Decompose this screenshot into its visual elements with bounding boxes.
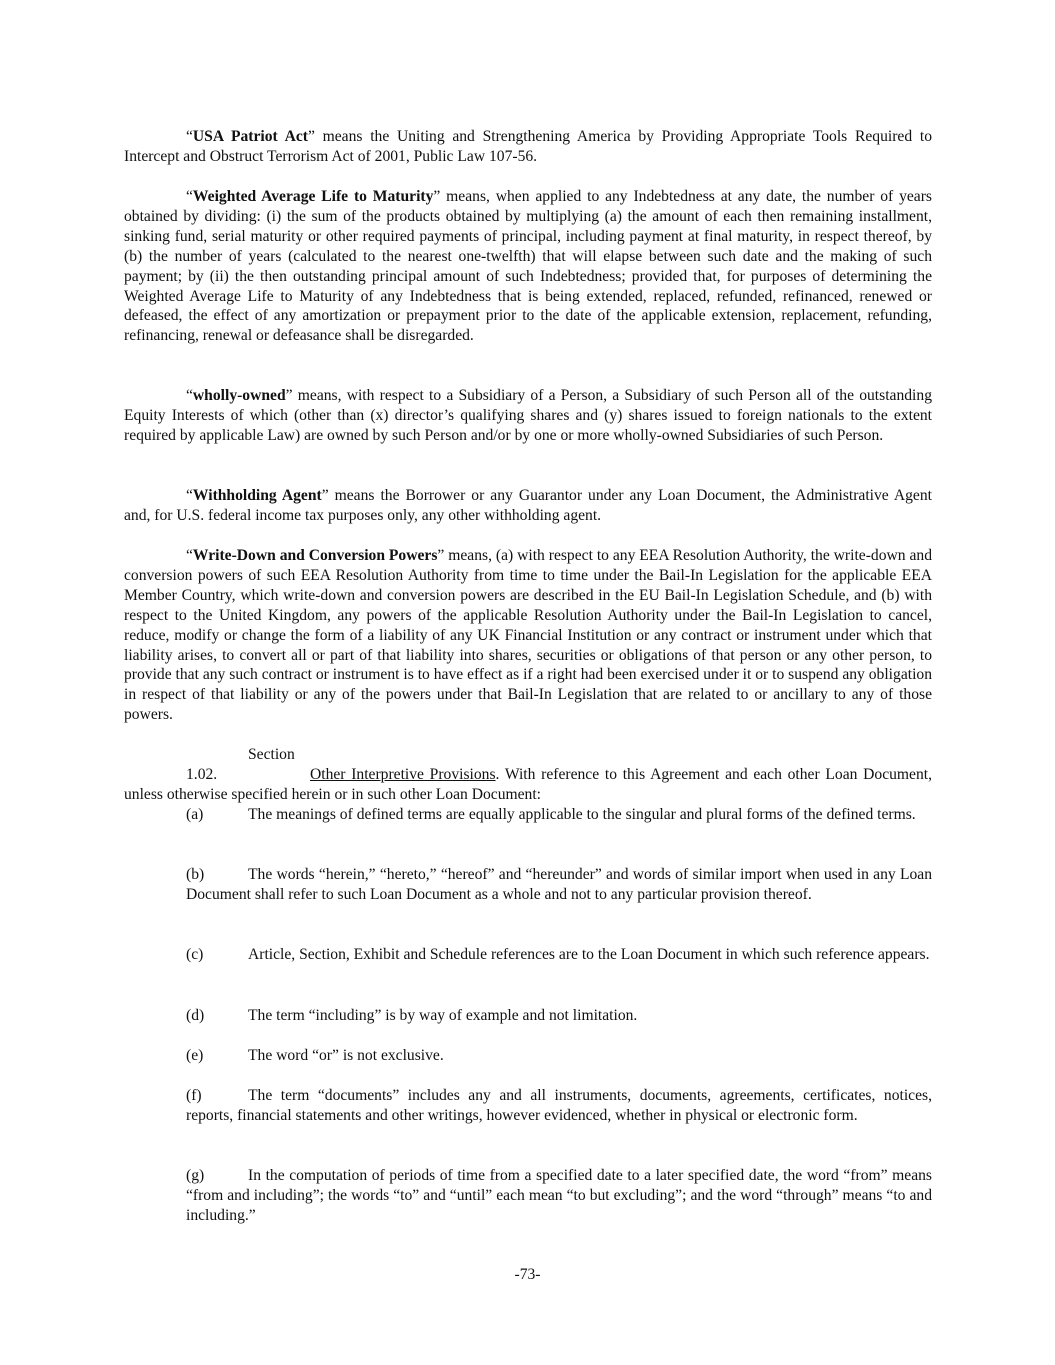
open-quote: “ [186, 547, 193, 564]
clause-d [186, 1006, 932, 1026]
clause-label: (c) [186, 946, 204, 963]
defined-term: wholly-owned [192, 387, 286, 404]
definition-text: ” means, (a) with respect to any EEA Resolution Authority, the write-down and conversion powers of such EEA Resolution Authority from time to time under the Bail-In Legislation for the applicable EEA Member Country, which write-down and conversion powers are described in the EU Bail-In Legislation Schedule, and (b) with respect to the United Kingdom, any powers of the applicable Resolution Authority under the Bail-In Legislation to cancel, reduce, modify or change the form of a liability of any UK Financial Institution or any contract or instrument under which that liability arises, to convert all or part of that liability into shares, securities or obligations of that person or any other person, to provide that any such contract or instrument is to have effect as if a right had been exercised under it or to suspend any obligation in respect of that liability or any of the powers under that Bail-In Legislation that are related to or ancillary to any of those powers. [124, 547, 932, 724]
clause-text: The word “or” is not exclusive. [248, 1047, 444, 1064]
open-quote: “ [186, 387, 193, 404]
clause-label: (a) [186, 806, 204, 823]
clause-label: (f) [186, 1087, 202, 1104]
clause-text: The term “documents” includes any and all instruments, documents, agreements, certificates, notices, reports, financial statements and other writings, however evidenced, whether in physical or electronic form. [186, 1087, 932, 1124]
clause-f [186, 1086, 932, 1126]
definition-withholding-agent [124, 486, 932, 526]
open-quote: “ [186, 487, 193, 504]
clause-label: (b) [186, 866, 205, 883]
definition-write-down-conversion-powers [124, 546, 932, 725]
page-number: -73- [514, 1266, 541, 1283]
clause-b [186, 865, 932, 905]
definition-weighted-average-life [124, 187, 932, 346]
definition-usa-patriot-act [124, 127, 932, 167]
defined-term: Withholding Agent [192, 487, 322, 504]
clause-label: (e) [186, 1047, 204, 1064]
open-quote: “ [186, 128, 193, 145]
clause-a [186, 805, 932, 825]
definition-text: ” means, with respect to a Subsidiary of a Person, a Subsidiary of such Person all of the outstanding Equity Interests of which (other than (x) director’s qualifying shares and (y) shares issued to foreign nationals to the extent required by applicable Law) are owned by such Person and/or by one or more wholly-owned Subsidiaries of such Person. [124, 387, 932, 444]
defined-term: Write-Down and Conversion Powers [192, 547, 438, 564]
section-text: . With reference to this Agreement and each other Loan Document, unless otherwise specified herein or in such other Loan Document: [124, 765, 932, 803]
section-heading: Other Interpretive Provisions [310, 765, 496, 783]
clause-c [186, 945, 932, 965]
clause-text: In the computation of periods of time from a specified date to a later specified date, the word “from” means “from and including”; the words “to” and “until” each mean “to but excluding”; and the word “through” means “to and including.” [186, 1167, 932, 1224]
section-1-02 [124, 745, 932, 805]
section-label: Section 1.02. [186, 746, 295, 783]
clause-label: (d) [186, 1007, 205, 1024]
clause-text: The words “herein,” “hereto,” “hereof” and “hereunder” and words of similar import when used in any Loan Document shall refer to such Loan Document as a whole and not to any particular provision thereof. [186, 866, 932, 903]
clause-e [186, 1046, 932, 1066]
defined-term: Weighted Average Life to Maturity [192, 188, 434, 205]
definition-text: ” means, when applied to any Indebtedness at any date, the number of years obtained by dividing: (i) the sum of the products obtained by multiplying (a) the amount of each then remaining installment, sinking fund, serial maturity or other required payments of principal, including payment at final maturity, in respect thereof, by (b) the number of years (calculated to the nearest one-twelfth) that will elapse between such date and the making of such payment; by (ii) the then outstanding principal amount of such Indebtedness; provided that, for purposes of determining the Weighted Average Life to Maturity of any Indebtedness that is being extended, replaced, refunded, refinanced, renewed or defeased, the effect of any amortization or prepayment prior to the date of the applicable extension, replacement, refunding, refinancing, renewal or defeasance shall be disregarded. [124, 188, 932, 345]
clause-g [186, 1166, 932, 1226]
defined-term: USA Patriot Act [192, 128, 308, 145]
definition-text: ” means the Uniting and Strengthening America by Providing Appropriate Tools Required to Intercept and Obstruct Terrorism Act of 2001, Public Law 107-56. [124, 128, 932, 165]
definition-wholly-owned [124, 386, 932, 446]
clause-text: Article, Section, Exhibit and Schedule references are to the Loan Document in which such reference appears. [248, 946, 930, 963]
clause-label: (g) [186, 1167, 205, 1184]
definition-text: ” means the Borrower or any Guarantor under any Loan Document, the Administrative Agent and, for U.S. federal income tax purposes only, any other withholding agent. [124, 487, 932, 524]
clause-text: The term “including” is by way of example and not limitation. [248, 1007, 638, 1024]
open-quote: “ [186, 188, 193, 205]
clause-text: The meanings of defined terms are equally applicable to the singular and plural forms of the defined terms. [248, 806, 916, 823]
